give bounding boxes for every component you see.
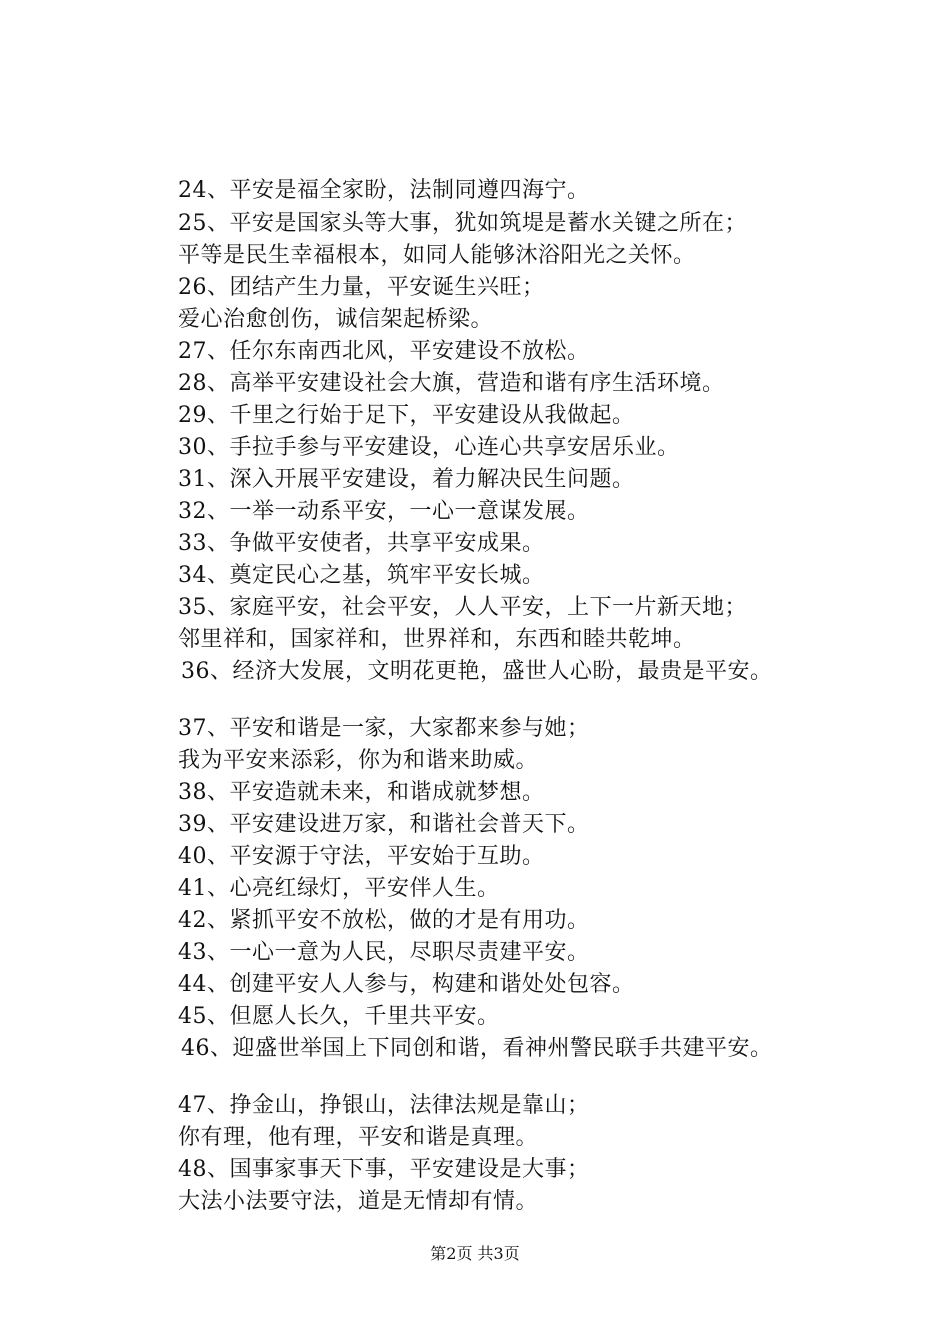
slogan-line-39: 39、平安建设进万家，和谐社会普天下。	[178, 812, 590, 837]
slogan-line-29: 29、千里之行始于足下，平安建设从我做起。	[178, 403, 635, 428]
slogan-line-31: 31、深入开展平安建设，着力解决民生问题。	[178, 467, 635, 492]
slogan-line-44: 44、创建平安人人参与，构建和谐处处包容。	[178, 972, 635, 997]
slogan-line-33: 33、争做平安使者，共享平安成果。	[178, 531, 545, 556]
slogan-line-35a: 35、家庭平安，社会平安，人人平安，上下一片新天地；	[178, 595, 747, 620]
slogan-line-43: 43、一心一意为人民，尽职尽责建平安。	[178, 940, 590, 965]
slogan-line-38: 38、平安造就未来，和谐成就梦想。	[178, 780, 545, 805]
slogan-line-25b: 平等是民生幸福根本，如同人能够沐浴阳光之关怀。	[178, 243, 696, 268]
slogan-line-37a: 37、平安和谐是一家，大家都来参与她；	[178, 716, 590, 741]
slogan-line-30: 30、手拉手参与平安建设，心连心共享安居乐业。	[178, 435, 680, 460]
slogan-line-42: 42、紧抓平安不放松，做的才是有用功。	[178, 908, 590, 933]
slogan-line-36: 36、经济大发展，文明花更艳，盛世人心盼，最贵是平安。	[181, 659, 773, 684]
slogan-line-48b: 大法小法要守法，道是无情却有情。	[178, 1189, 539, 1214]
slogan-line-25a: 25、平安是国家头等大事，犹如筑堤是蓄水关键之所在；	[178, 211, 747, 236]
slogan-line-45: 45、但愿人长久，千里共平安。	[178, 1004, 500, 1029]
slogan-line-27: 27、任尔东南西北风，平安建设不放松。	[178, 339, 590, 364]
slogan-line-37b: 我为平安来添彩，你为和谐来助威。	[178, 748, 539, 773]
slogan-line-46: 46、迎盛世举国上下同创和谐，看神州警民联手共建平安。	[181, 1036, 773, 1061]
slogan-line-47b: 你有理，他有理，平安和谐是真理。	[178, 1125, 539, 1150]
slogan-line-32: 32、一举一动系平安，一心一意谋发展。	[178, 499, 590, 524]
slogan-line-26a: 26、团结产生力量，平安诞生兴旺；	[178, 275, 545, 300]
slogan-line-40: 40、平安源于守法，平安始于互助。	[178, 844, 545, 869]
page-footer: 第2页 共3页	[430, 1244, 520, 1263]
slogan-line-24: 24、平安是福全家盼，法制同遵四海宁。	[178, 178, 590, 203]
slogan-line-47a: 47、挣金山，挣银山，法律法规是靠山；	[178, 1093, 590, 1118]
slogan-line-28: 28、高举平安建设社会大旗，营造和谐有序生活环境。	[178, 371, 725, 396]
slogan-line-48a: 48、国事家事天下事，平安建设是大事；	[178, 1157, 590, 1182]
slogan-line-35b: 邻里祥和，国家祥和，世界祥和，东西和睦共乾坤。	[178, 627, 696, 652]
slogan-line-26b: 爱心治愈创伤，诚信架起桥梁。	[178, 307, 494, 332]
slogan-line-41: 41、心亮红绿灯，平安伴人生。	[178, 876, 500, 901]
slogan-line-34: 34、奠定民心之基，筑牢平安长城。	[178, 563, 545, 588]
